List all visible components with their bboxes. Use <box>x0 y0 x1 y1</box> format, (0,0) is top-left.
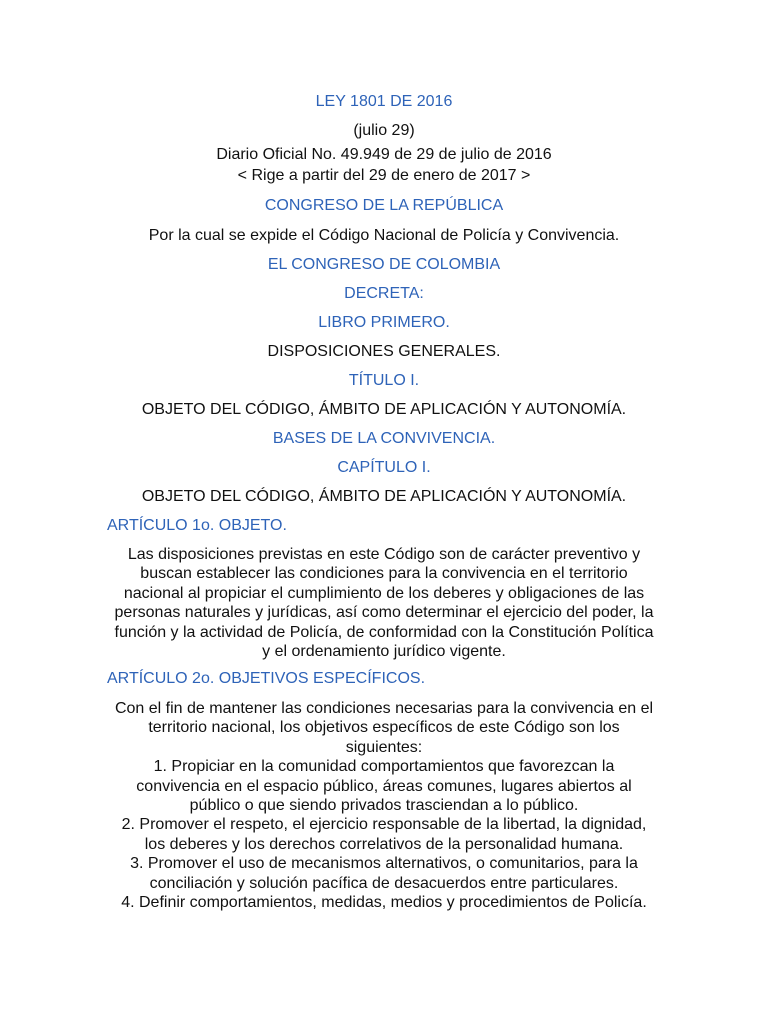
law-title: LEY 1801 DE 2016 <box>315 93 453 110</box>
article-1-line: nacional al propiciar el cumplimiento de los deberes y obligaciones de las <box>123 584 645 602</box>
issuer-heading: CONGRESO DE LA REPÚBLICA <box>264 197 504 214</box>
article-2-line: 4. Definir comportamientos, medidas, medios y procedimientos de Policía. <box>121 894 647 912</box>
article-1-line: personas naturales y jurídicas, así como determinar el ejercicio del poder, la <box>114 604 654 622</box>
title-subtitle: OBJETO DEL CÓDIGO, ÁMBITO DE APLICACIÓN Y AUTONOMÍA. <box>141 401 627 418</box>
bases-heading: BASES DE LA CONVIVENCIA. <box>272 430 496 447</box>
article-2-line: los deberes y los derechos correlativos de la personalidad humana. <box>144 835 624 853</box>
article-2-line: 3. Promover el uso de mecanismos alternativos, o comunitarios, para la <box>130 855 638 873</box>
article-1-line: función y la actividad de Policía, de conformidad con la Constitución Política <box>114 623 654 641</box>
book-heading: LIBRO PRIMERO. <box>318 314 450 331</box>
article-1-line: Las disposiciones previstas en este Código son de carácter preventivo y <box>127 546 641 563</box>
article-2-heading: ARTÍCULO 2o. OBJETIVOS ESPECÍFICOS. <box>107 670 426 687</box>
article-2-line: conciliación y solución pacífica de desacuerdos entre particulares. <box>149 874 619 892</box>
chapter-subtitle: OBJETO DEL CÓDIGO, ÁMBITO DE APLICACIÓN Y AUTONOMÍA. <box>141 488 627 505</box>
article-1-line: y el ordenamiento jurídico vigente. <box>262 643 506 661</box>
congress-heading: EL CONGRESO DE COLOMBIA <box>267 256 501 273</box>
gazette-reference: Diario Oficial No. 49.949 de 29 de julio de 2016 <box>216 146 552 163</box>
article-2-line: convivencia en el espacio público, áreas comunes, lugares abiertos al <box>136 777 632 795</box>
title-heading: TÍTULO I. <box>348 372 420 389</box>
effective-date: < Rige a partir del 29 de enero de 2017 > <box>237 167 531 184</box>
book-subtitle: DISPOSICIONES GENERALES. <box>267 343 501 360</box>
article-2-line: territorio nacional, los objetivos específicos de este Código son los <box>148 719 620 737</box>
law-date: (julio 29) <box>353 122 415 139</box>
decree-heading: DECRETA: <box>344 285 424 302</box>
article-2-body <box>104 699 664 912</box>
chapter-heading: CAPÍTULO I. <box>337 459 431 476</box>
article-2-line: 2. Promover el respeto, el ejercicio responsable de la libertad, la dignidad, <box>121 816 647 834</box>
article-1-heading: ARTÍCULO 1o. OBJETO. <box>107 517 287 534</box>
article-2-line: público o que siendo privados trasciendan a lo público. <box>189 797 579 815</box>
article-2-line: Con el fin de mantener las condiciones necesarias para la convivencia en el <box>114 700 654 717</box>
law-summary: Por la cual se expide el Código Nacional de Policía y Convivencia. <box>148 227 620 244</box>
article-2-line: 1. Propiciar en la comunidad comportamientos que favorezcan la <box>153 758 615 776</box>
article-1-line: buscan establecer las condiciones para la convivencia en el territorio <box>140 565 628 583</box>
article-1-body <box>104 545 664 661</box>
article-2-line: siguientes: <box>345 738 423 756</box>
